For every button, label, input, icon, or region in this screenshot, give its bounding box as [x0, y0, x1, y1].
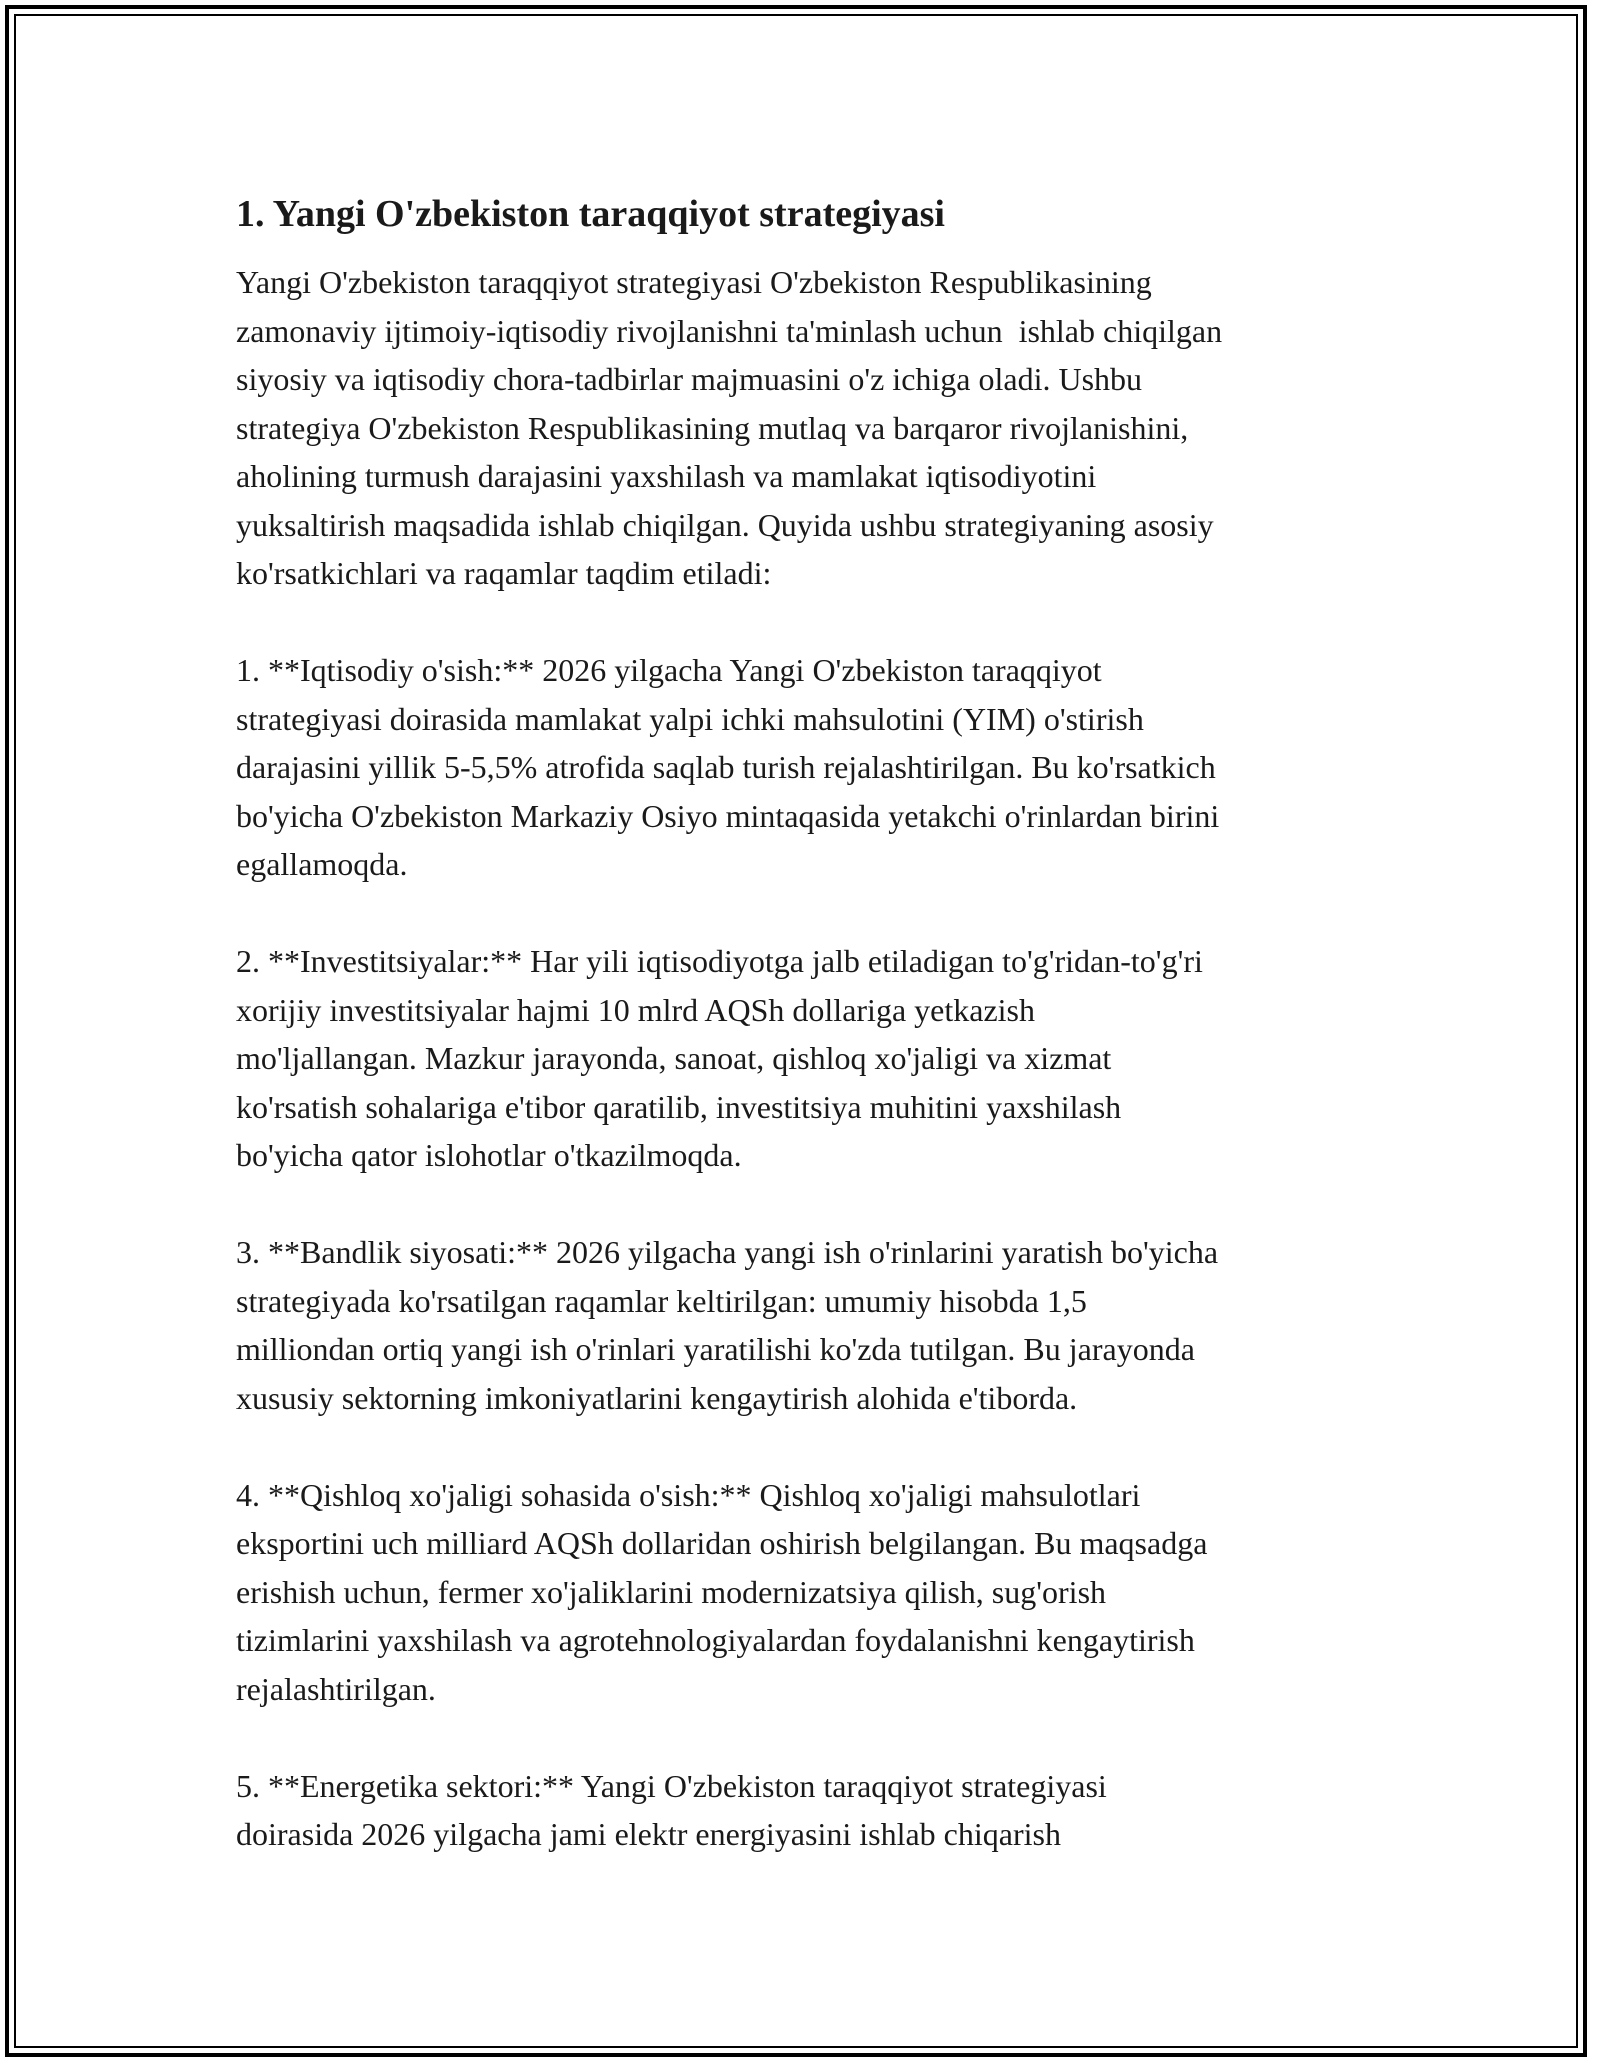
paragraph-economic-growth: 1. **Iqtisodiy o'sish:** 2026 yilgacha Yangi O'zbekiston taraqqiyot strategiyasi doirasida mamlakat yalpi ichki mahsulotini (YIM) o'stirish darajasini yillik 5-5,5% atrofida saqlab turish rejalashtirilgan. Bu ko'rsatkich bo'yicha O'zbekiston Markaziy Osiyo mintaqasida yetakchi o'rinlardan birini egallamoqda.: [236, 652, 1220, 882]
paragraph-agriculture-growth: 4. **Qishloq xo'jaligi sohasida o'sish:** Qishloq xo'jaligi mahsulotlari eksportini uch milliard AQSh dollaridan oshirish belgilangan. Bu maqsadga erishish uchun, fermer xo'jaliklarini modernizatsiya qilish, sug'orish tizimlarini yaxshilash va agrotehnologiyalardan foydalanishni kengaytirish rejalashtirilgan.: [236, 1476, 1208, 1707]
document-body: [236, 188, 1376, 1907]
document-title: 1. Yangi O'zbekiston taraqqiyot strategiyasi: [236, 193, 945, 235]
paragraph-investments: 2. **Investitsiyalar:** Har yili iqtisodiyotga jalb etiladigan to'g'ridan-to'g'ri xorijiy investitsiyalar hajmi 10 mlrd AQSh dollariga yetkazish mo'ljallangan. Mazkur jarayonda, sanoat, qishloq xo'jaligi va xizmat ko'rsatish sohalariga e'tibor qaratilib, investitsiya muhitini yaxshilash bo'yicha qator islohotlar o'tkazilmoqda.: [236, 943, 1203, 1173]
paragraph-intro: Yangi O'zbekiston taraqqiyot strategiyasi O'zbekiston Respublikasining zamonaviy ijtimoiy-iqtisodiy rivojlanishni ta'minlash uchun ishlab chiqilgan siyosiy va iqtisodiy chora-tadbirlar majmuasini o'z ichiga oladi. Ushbu strategiya O'zbekiston Respublikasining mutlaq va barqaror rivojlanishini, aholining turmush darajasini yaxshilash va mamlakat iqtisodiyotini yuksaltirish maqsadida ishlab chiqilgan. Quyida ushbu strategiyaning asosiy ko'rsatkichlari va raqamlar taqdim etiladi:: [236, 264, 1223, 591]
paragraph-employment-policy: 3. **Bandlik siyosati:** 2026 yilgacha yangi ish o'rinlarini yaratish bo'yicha strategiyada ko'rsatilgan raqamlar keltirilgan: umumiy hisobda 1,5 milliondan ortiq yangi ish o'rinlari yaratilishi ko'zda tutilgan. Bu jarayonda xususiy sektorning imkoniyatlarini kengaytirish alohida e'tiborda.: [236, 1234, 1219, 1416]
paragraph-energy-sector: 5. **Energetika sektori:** Yangi O'zbekiston taraqqiyot strategiyasi doirasida 2026 yilgacha jami elektr energiyasini ishlab chiqarish: [236, 1767, 1107, 1852]
